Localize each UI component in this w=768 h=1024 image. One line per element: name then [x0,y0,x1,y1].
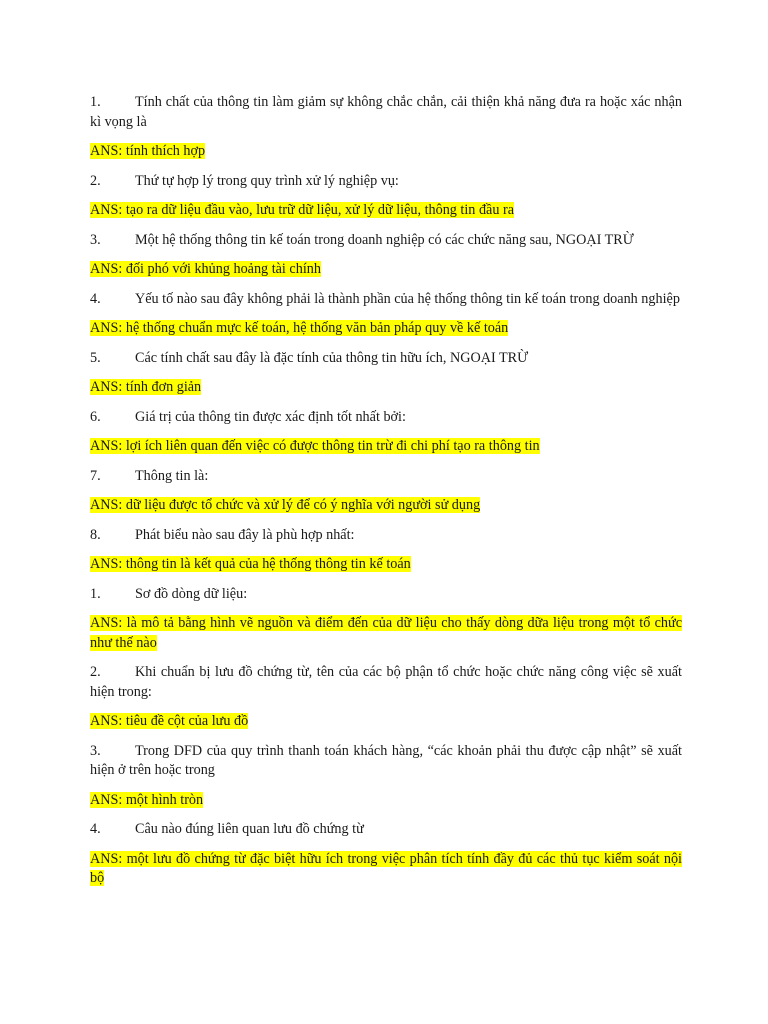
answer-text [90,378,682,398]
question-text [90,349,682,369]
question-body: Trong DFD của quy trình thanh toán khách hàng, “các khoản phải thu được cập nhật” sẽ xuất hiện ở trên hoặc trong [90,742,682,778]
document-page [90,93,682,899]
question-body: Các tính chất sau đây là đặc tính của thông tin hữu ích, NGOẠI TRỪ [135,349,529,366]
answer-highlight: ANS: là mô tả bằng hình vẽ nguồn và điểm đến của dữ liệu cho thấy dòng dữa liệu trong một tổ chức như thế nào [90,615,682,651]
answer-highlight: ANS: đối phó với khủng hoảng tài chính [90,261,321,277]
question-text [90,172,682,192]
answer-text [90,791,682,811]
answer-highlight: ANS: một lưu đồ chứng từ đặc biệt hữu ích trong việc phân tích tính đầy đủ các thủ tục kiểm soát nội bộ [90,850,682,886]
answer-text [90,614,682,653]
qa-item [90,231,682,280]
answer-highlight: ANS: một hình tròn [90,791,204,808]
question-number: 4. [90,821,101,837]
question-number: 3. [90,231,101,248]
answer-text [90,260,682,280]
question-text [90,820,682,840]
qa-item [90,585,682,654]
question-body: Tính chất của thông tin làm giảm sự không chắc chắn, cải thiện khả năng đưa ra hoặc xác nhận kì vọng là [90,94,682,130]
qa-item [90,467,682,516]
question-text [90,742,682,781]
question-body: Thông tin là: [135,467,209,484]
answer-highlight: ANS: dữ liệu được tổ chức và xử lý để có ý nghĩa với người sử dụng [90,497,481,513]
answer-highlight: ANS: thông tin là kết quả của hệ thống thông tin kế toán [90,556,411,572]
answer-text [90,850,682,889]
question-number: 6. [90,408,101,425]
question-body: Yếu tố nào sau đây không phải là thành phần của hệ thống thông tin kế toán trong doanh nghiệp [135,290,680,307]
qa-item [90,742,682,811]
qa-item [90,663,682,732]
question-number: 2. [90,172,101,189]
qa-item [90,290,682,339]
answer-highlight: ANS: hệ thống chuẩn mực kế toán, hệ thống văn bản pháp quy về kế toán [90,320,509,336]
question-body: Thứ tự hợp lý trong quy trình xử lý nghiệp vụ: [135,172,399,189]
qa-item [90,349,682,398]
question-text [90,231,682,251]
answer-text [90,555,682,575]
question-body: Sơ đồ dòng dữ liệu: [135,585,248,602]
question-text [90,290,682,310]
question-number: 1. [90,585,101,602]
question-body: Giá trị của thông tin được xác định tốt nhất bởi: [135,408,406,425]
question-text [90,93,682,132]
qa-item [90,172,682,221]
question-number: 2. [90,664,101,680]
answer-text [90,142,682,162]
question-number: 5. [90,349,101,366]
question-text [90,408,682,428]
question-number: 4. [90,290,101,307]
question-text [90,585,682,605]
question-number: 7. [90,467,101,484]
answer-text [90,319,682,339]
qa-item [90,408,682,457]
answer-text [90,201,682,221]
qa-list [90,93,682,889]
question-body: Một hệ thống thông tin kế toán trong doanh nghiệp có các chức năng sau, NGOẠI TRỪ [135,231,634,248]
question-text [90,467,682,487]
answer-highlight: ANS: lợi ích liên quan đến việc có được thông tin trừ đi chi phí tạo ra thông tin [90,438,540,454]
answer-highlight: ANS: tính đơn giản [90,379,202,395]
question-number: 3. [90,742,101,759]
question-body: Phát biểu nào sau đây là phù hợp nhất: [135,526,355,543]
answer-text [90,496,682,516]
qa-item [90,93,682,162]
answer-highlight: ANS: tạo ra dữ liệu đầu vào, lưu trữ dữ liệu, xử lý dữ liệu, thông tin đầu ra [90,202,515,218]
answer-text [90,437,682,457]
question-body: Câu nào đúng liên quan lưu đồ chứng từ [135,821,364,837]
answer-highlight: ANS: tính thích hợp [90,143,206,159]
answer-highlight: ANS: tiêu đề cột của lưu đồ [90,713,249,729]
qa-item [90,820,682,889]
question-number: 1. [90,94,101,110]
question-text [90,526,682,546]
question-number: 8. [90,526,101,543]
qa-item [90,526,682,575]
answer-text [90,712,682,732]
question-body: Khi chuẩn bị lưu đồ chứng từ, tên của các bộ phận tổ chức hoặc chức năng công việc sẽ xuất hiện trong: [90,664,682,700]
question-text [90,663,682,702]
